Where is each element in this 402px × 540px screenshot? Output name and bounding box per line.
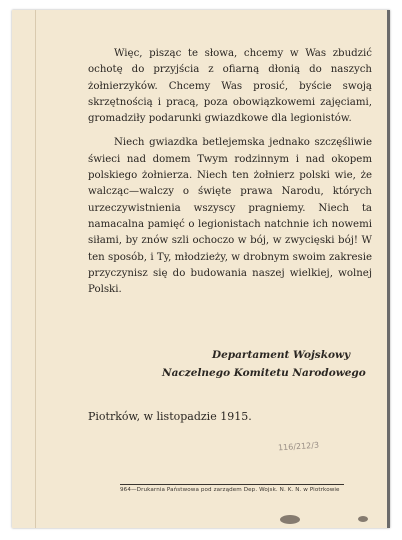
footer-divider [120, 484, 344, 485]
letter-body [88, 46, 372, 298]
signature-committee: Naczelnego Komitetu Narodowego [162, 367, 366, 379]
place-and-date: Piotrków, w listopadzie 1915. [88, 410, 252, 423]
letter-paragraph-2: Niech gwiazdka betlejemska jednako szczęśliwie świeci nad domem Twym rodzinnym i nad okopem polskiego żołnierza. Niech ten żołnierz polski wie, że walcząc—walczy o święte prawa Narodu, których urzeczywistnienia wszyscy pragniemy. Niech ta namacalna pamięć o legionistach natchnie ich nowemi siłami, by znów szli ochoczo w bój, w zwycięski bój! W ten sposób, i Ty, młodzieży, w drobnym swoim zakresie przyczynisz się do budowania naszej wielkiej, wolnej Polski. [88, 137, 372, 296]
signature-block [162, 346, 372, 382]
paper-fold-line [35, 10, 36, 528]
archive-pencil-note: 116/212/3 [277, 440, 320, 453]
ink-stain-2 [358, 516, 368, 522]
ink-stain-1 [280, 515, 300, 524]
document-sheet [12, 10, 390, 528]
printer-imprint: 964—Drukarnia Państwowa pod zarządem Dep. Wojsk. N. K. N. w Piotrkowie [120, 487, 340, 493]
signature-department: Departament Wojskowy [212, 349, 351, 361]
letter-paragraph-1: Więc, pisząc te słowa, chcemy w Was zbudzić ochotę do przyjścia z ofiarną dłonią do naszych żołnierzyków. Chcemy Was prosić, byście swoją skrzętnością i pracą, poza obowiązkowemi zajęciami, gromadziły podarunki gwiazdkowe dla legionistów. [88, 48, 372, 125]
